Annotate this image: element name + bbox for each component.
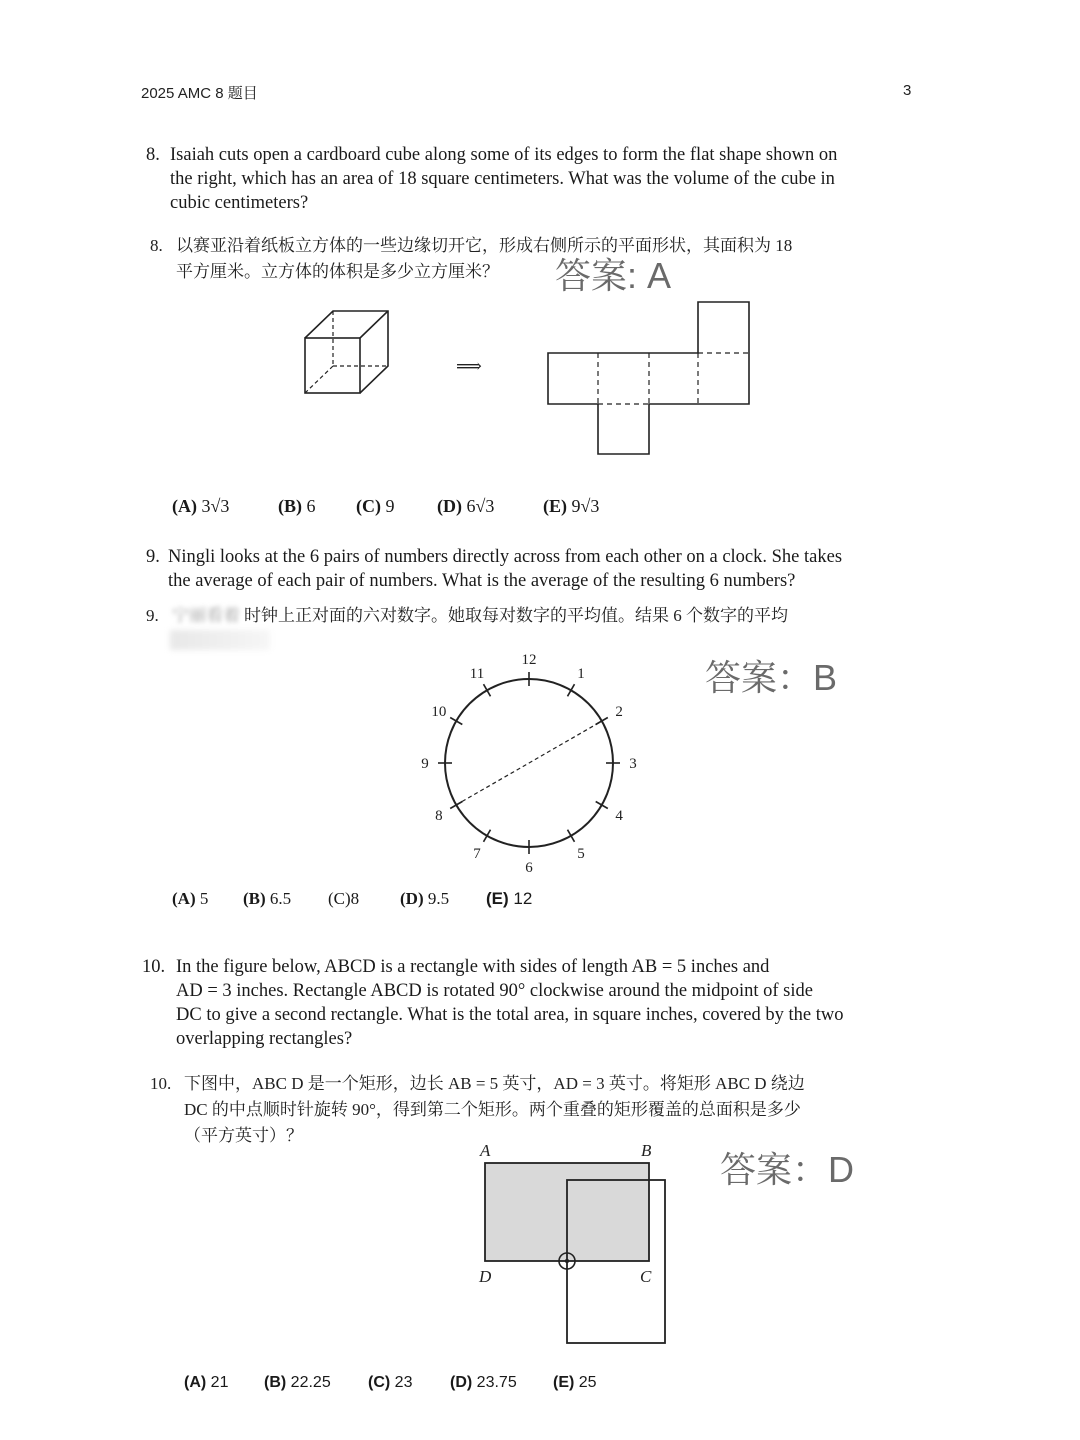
- q9-number: 9.: [146, 547, 160, 567]
- q8-zh-number: 8.: [150, 236, 163, 255]
- net-drawing: [548, 302, 749, 454]
- clock-number: 8: [435, 808, 443, 824]
- clock-number: 10: [431, 704, 447, 720]
- label-b: B: [641, 1141, 652, 1160]
- clock-number: 7: [473, 846, 481, 863]
- net-fold-lines: [598, 353, 749, 404]
- q8-choice-e: (E) 9√3: [543, 496, 600, 516]
- implies-arrow: ⟹: [456, 356, 482, 376]
- cube-drawing: [305, 311, 388, 393]
- q8-choices: [0, 496, 1080, 522]
- q8-answer-stamp: 答案: A: [555, 255, 672, 296]
- q10-zh-number: 10.: [150, 1074, 172, 1093]
- q10-choice-a: (A) 21: [184, 1374, 229, 1391]
- q9-clock-figure: [410, 640, 650, 880]
- clock-number: 1: [577, 665, 585, 682]
- rotation-center-point: [565, 1259, 569, 1263]
- q10-choices: [0, 1374, 1080, 1400]
- q10-choice-c: (C) 23: [368, 1374, 413, 1391]
- q8-choice-c: (C) 9: [356, 496, 395, 516]
- clock-number: 6: [525, 860, 533, 876]
- q8-en-line: Isaiah cuts open a cardboard cube along some of its edges to form the flat shape shown on: [170, 145, 838, 165]
- q9-zh-line: 时钟上正对面的六对数字。她取每对数字的平均值。结果 6 个数字的平均: [244, 606, 788, 625]
- q9-choice-b: (B) 6.5: [243, 889, 292, 908]
- q8-en-line: cubic centimeters?: [170, 193, 309, 213]
- q10-number: 10.: [142, 957, 166, 977]
- q9-zh-number: 9.: [146, 606, 159, 625]
- cube-edge: [360, 311, 388, 338]
- q8-zh-line: 平方厘米。立方体的体积是多少立方厘米？: [176, 262, 499, 281]
- clock-number: 11: [469, 665, 485, 682]
- q8-choice-a: (A) 3√3: [172, 496, 230, 516]
- q10-zh-line: DC 的中点顺时针旋转 90°，得到第二个矩形。两个重叠的矩形覆盖的总面积是多少: [184, 1100, 801, 1119]
- q9-en-line: Ningli looks at the 6 pairs of numbers directly across from each other on a clock. She takes: [168, 547, 843, 567]
- clock-diameter-2-8: [456, 721, 602, 805]
- q9-choice-d: (D) 9.5: [400, 889, 450, 908]
- clock-number: 2: [615, 704, 623, 720]
- q10-choice-e: (E) 25: [553, 1374, 597, 1391]
- q10-en-line: In the figure below, ABCD is a rectangle with sides of length AB = 5 inches and: [176, 957, 770, 977]
- q10-en-line: DC to give a second rectangle. What is the total area, in square inches, covered by the two: [176, 1005, 844, 1025]
- q10-choice-d: (D) 23.75: [450, 1374, 517, 1391]
- q9-answer-stamp: 答案：B: [705, 657, 838, 698]
- clock-number: 12: [521, 652, 537, 668]
- q9-text-en: [168, 545, 913, 593]
- q9-choice-e: (E) 12: [486, 889, 533, 908]
- q9-redaction-blur: [170, 630, 270, 650]
- clock-number: 5: [577, 846, 585, 863]
- label-c: C: [640, 1267, 652, 1286]
- clock-number: 9: [421, 756, 429, 772]
- q9-en-line: the average of each pair of numbers. What is the average of the resulting 6 numbers?: [168, 571, 796, 591]
- q10-figure: [470, 1135, 690, 1355]
- q8-choice-b: (B) 6: [278, 496, 316, 516]
- q9-choice-a: (A) 5: [172, 889, 209, 908]
- net-outline: [548, 302, 749, 454]
- q8-text-en: [170, 143, 915, 215]
- clock-tick: [568, 830, 575, 842]
- q10-choice-b: (B) 22.25: [264, 1374, 331, 1391]
- q10-en-line: AD = 3 inches. Rectangle ABCD is rotated 90° clockwise around the midpoint of side: [176, 981, 813, 1001]
- q8-en-line: the right, which has an area of 18 square centimeters. What was the volume of the cube in: [170, 169, 835, 189]
- q8-figure: [290, 295, 770, 465]
- label-a: A: [480, 1141, 491, 1160]
- q10-zh-line: （平方英寸）？: [184, 1126, 303, 1145]
- q10-en-line: overlapping rectangles?: [176, 1029, 353, 1049]
- clock-tick: [450, 718, 462, 725]
- q8-text-zh: [176, 233, 896, 285]
- q9-choice-c: (C)8: [328, 889, 360, 908]
- clock-tick: [568, 684, 575, 696]
- q10-text-en: [176, 955, 911, 1051]
- clock-tick: [596, 802, 608, 809]
- clock-tick: [484, 830, 491, 842]
- q10-zh-line: 下图中，ABC D 是一个矩形，边长 AB = 5 英寸，AD = 3 英寸。将矩形 ABC D 绕边: [184, 1074, 805, 1093]
- clock-tick: [484, 684, 491, 696]
- q9-choices: [0, 889, 1080, 915]
- clock-number: 4: [615, 808, 623, 824]
- q8-choice-d: (D) 6√3: [437, 496, 495, 516]
- q9-zh-obscured-text: 宁丽看着: [172, 606, 240, 625]
- q8-number: 8.: [146, 145, 160, 165]
- label-d: D: [479, 1267, 492, 1286]
- page-header-title: 2025 AMC 8 题目: [141, 85, 258, 102]
- q8-zh-line: 以赛亚沿着纸板立方体的一些边缘切开它，形成右侧所示的平面形状，其面积为 18: [176, 236, 793, 255]
- page-number: 3: [903, 82, 912, 99]
- clock-number: 3: [629, 756, 637, 772]
- q10-answer-stamp: 答案：D: [720, 1149, 854, 1190]
